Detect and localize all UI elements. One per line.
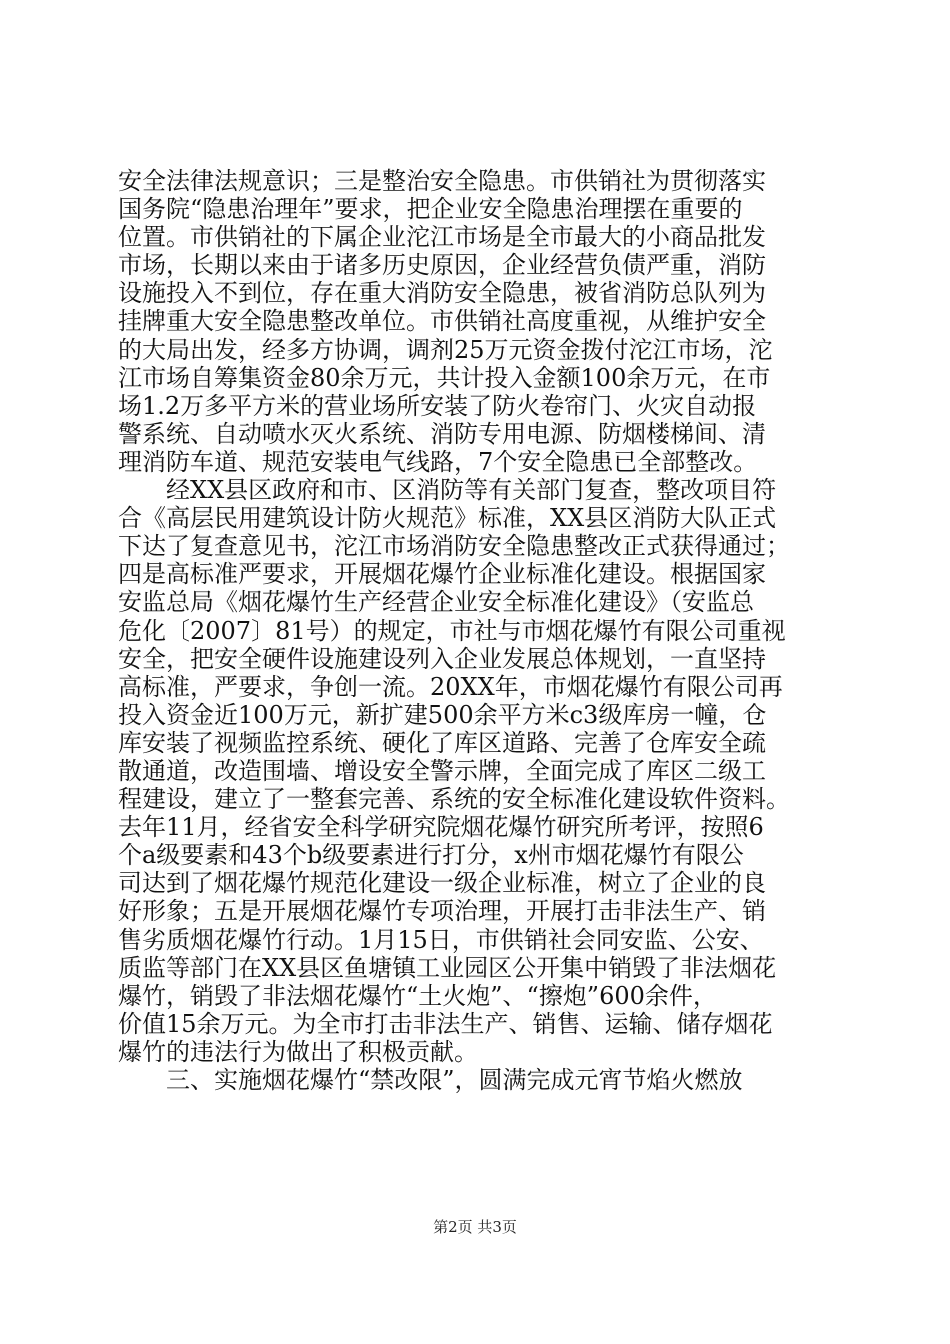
text-line: 库安装了视频监控系统、硬化了库区道路、完善了仓库安全疏 (118, 728, 766, 757)
text-line: 设施投入不到位，存在重大消防安全隐患，被省消防总队列为 (118, 279, 766, 308)
text-line: 安全法律法规意识；三是整治安全隐患。市供销社为贯彻落实 (118, 167, 766, 195)
text-line: 质监等部门在XX县区鱼塘镇工业园区公开集中销毁了非法烟花 (118, 953, 777, 982)
text-line: 个a级要素和43个b级要素进行打分，x州市烟花爆竹有限公 (118, 841, 744, 870)
text-line: 合《高层民用建筑设计防火规范》标准，XX县区消防大队正式 (118, 504, 777, 533)
text-line: 危化〔2007〕81号）的规定，市社与市烟花爆竹有限公司重视 (118, 616, 786, 645)
text-line: 国务院“隐患治理年”要求，把企业安全隐患治理摆在重要的 (118, 195, 743, 224)
text-line: 警系统、自动喷水灭火系统、消防专用电源、防烟楼梯间、清 (118, 419, 766, 448)
text-line: 爆竹，销毁了非法烟花爆竹“土火炮”、“擦炮”600余件， (118, 981, 717, 1010)
text-line: 市场，长期以来由于诸多历史原因，企业经营负债严重，消防 (118, 251, 766, 280)
text-line: 投入资金近100万元，新扩建500余平方米c3级库房一幢，仓 (118, 700, 767, 729)
text-line: 四是高标准严要求，开展烟花爆竹企业标准化建设。根据国家 (118, 560, 766, 589)
page-footer: 第2页 共3页 (433, 1218, 517, 1236)
text-line: 爆竹的违法行为做出了积极贡献。 (118, 1037, 478, 1066)
text-line: 司达到了烟花爆竹规范化建设一级企业标准，树立了企业的良 (118, 869, 766, 898)
body-text (118, 167, 838, 1094)
text-line: 挂牌重大安全隐患整改单位。市供销社高度重视，从维护安全 (118, 307, 766, 336)
paragraph-start-line: 经XX县区政府和市、区消防等有关部门复查，整改项目符 (166, 476, 777, 505)
text-line: 安全，把安全硬件设施建设列入企业发展总体规划，一直坚持 (118, 644, 766, 673)
text-line: 程建设，建立了一整套完善、系统的安全标准化建设软件资料。 (118, 785, 790, 814)
text-line: 价值15余万元。为全市打击非法生产、销售、运输、储存烟花 (118, 1009, 773, 1038)
text-line: 去年11月，经省安全科学研究院烟花爆竹研究所考评，按照6 (118, 813, 764, 842)
text-line: 位置。市供销社的下属企业沱江市场是全市最大的小商品批发 (118, 223, 766, 252)
text-line: 下达了复查意见书，沱江市场消防安全隐患整改正式获得通过； (118, 532, 790, 561)
section-heading-line: 三、实施烟花爆竹“禁改限”，圆满完成元宵节焰火燃放 (166, 1066, 743, 1094)
text-line: 理消防车道、规范安装电气线路，7个安全隐患已全部整改。 (118, 447, 758, 476)
text-line: 散通道，改造围墙、增设安全警示牌，全面完成了库区二级工 (118, 756, 766, 785)
text-line: 好形象；五是开展烟花爆竹专项治理，开展打击非法生产、销 (118, 897, 766, 926)
text-line: 江市场自筹集资金80余万元，共计投入金额100余万元，在市 (118, 363, 771, 392)
text-line: 的大局出发，经多方协调，调剂25万元资金拨付沱江市场，沱 (118, 335, 773, 364)
text-line: 售劣质烟花爆竹行动。1月15日，市供销社会同安监、公安、 (118, 925, 764, 954)
text-line: 高标准，严要求，争创一流。20XX年，市烟花爆竹有限公司再 (118, 672, 783, 701)
text-line: 安监总局《烟花爆竹生产经营企业安全标准化建设》（安监总 (118, 588, 754, 617)
text-line: 场1.2万多平方米的营业场所安装了防火卷帘门、火灾自动报 (118, 391, 757, 420)
